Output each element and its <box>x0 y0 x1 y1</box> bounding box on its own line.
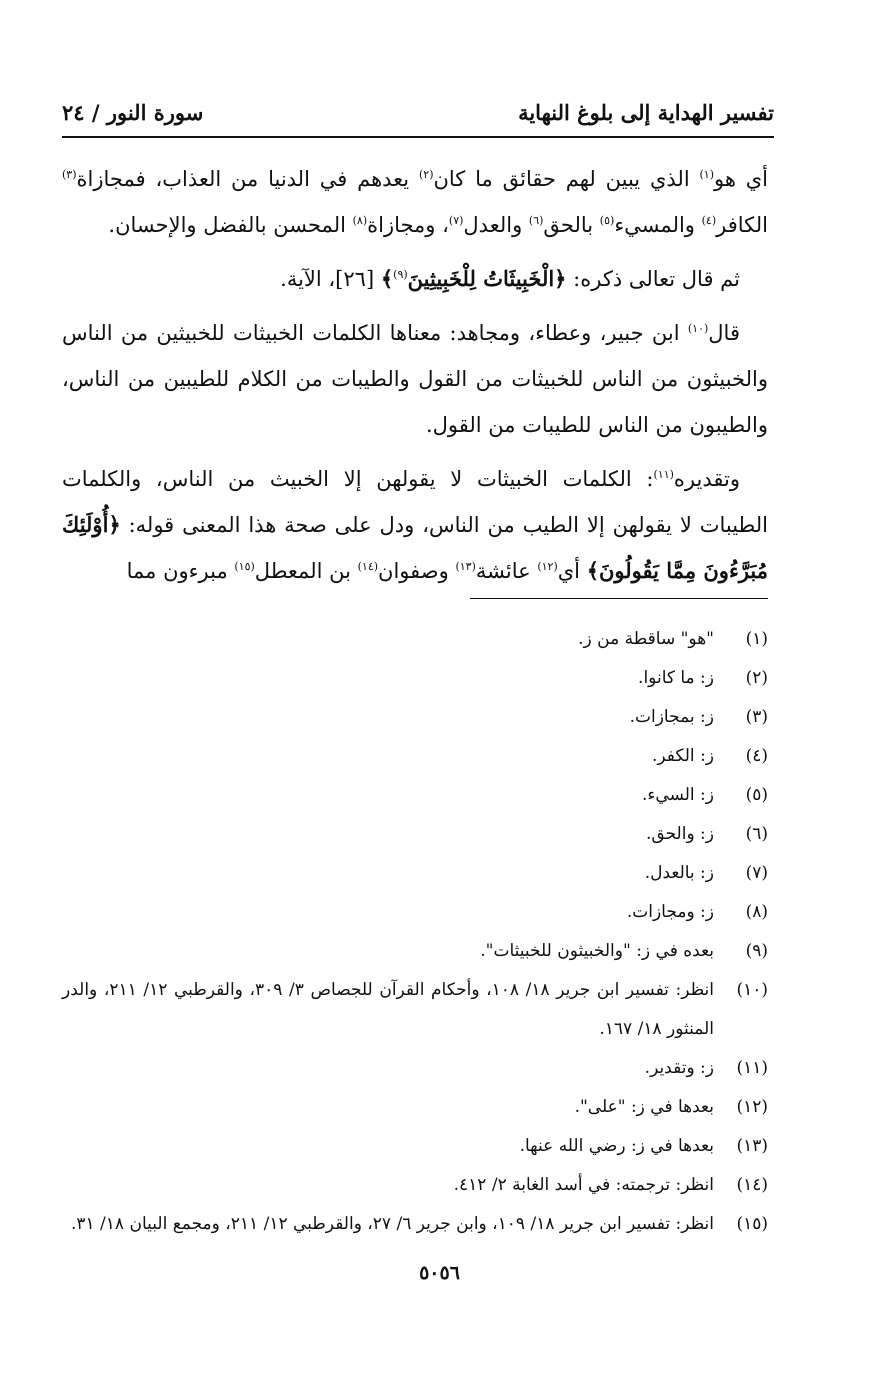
text-run: ثم قال تعالى ذكره: <box>566 267 740 291</box>
text-run: أي <box>557 559 587 583</box>
text-run: أي هو <box>713 167 768 191</box>
footnote-text: بعده في ز: "والخبيثون للخبيثات". <box>480 941 714 961</box>
footnote-item <box>62 932 768 971</box>
footnote-item <box>62 854 768 893</box>
footnote-marker-15: (١٥) <box>234 560 255 573</box>
footnote-text: ز: بمجازات. <box>629 707 714 727</box>
footnote-text: ز: وتقدير. <box>644 1058 714 1078</box>
footnote-number: (٨) <box>745 902 768 922</box>
paragraph-2 <box>62 256 768 302</box>
footnote-item <box>62 1166 768 1205</box>
footnote-text: ز: ما كانوا. <box>638 668 714 688</box>
footnote-item <box>62 893 768 932</box>
footnote-marker-14: (١٤) <box>357 560 379 573</box>
footnote-marker-8: (٨) <box>352 214 368 227</box>
footnote-item <box>62 1088 768 1127</box>
text-run: والمسيء <box>614 213 702 237</box>
footnote-text: بعدها في ز: رضي الله عنها. <box>519 1136 714 1156</box>
footnote-marker-2: (٢) <box>418 168 434 181</box>
footnote-marker-1: (١) <box>699 168 714 181</box>
running-header <box>62 96 774 138</box>
text-run: الذي يبين لهم حقائق ما كان <box>433 167 700 191</box>
footnote-number: (٣) <box>745 707 768 727</box>
main-text <box>62 156 768 602</box>
text-run: [٢٦]، الآية. <box>280 267 381 291</box>
footnote-text: ز: والحق. <box>645 824 714 844</box>
text-run: الكافر <box>716 213 768 237</box>
footnote-item <box>62 737 768 776</box>
text-run: عائشة <box>475 559 538 583</box>
book-title: تفسير الهداية إلى بلوغ النهاية <box>518 100 774 125</box>
text-run: ، ومجازاة <box>367 213 449 237</box>
footnote-number: (٥) <box>745 785 768 805</box>
footnote-text: بعدها في ز: "على". <box>574 1097 714 1117</box>
footnote-marker-10: (١٠) <box>687 322 709 335</box>
footnote-item <box>62 815 768 854</box>
footnote-text: ز: الكفر. <box>651 746 714 766</box>
paragraph-3 <box>62 310 768 448</box>
footnote-number: (١٣) <box>736 1136 768 1156</box>
text-run: بالحق <box>543 213 600 237</box>
footnote-text: ز: السيء. <box>642 785 714 805</box>
paragraph-1 <box>62 156 768 248</box>
footnote-marker-4: (٤) <box>701 214 717 227</box>
footnote-item <box>62 620 768 659</box>
footnote-item <box>62 698 768 737</box>
footnote-separator <box>470 598 768 599</box>
footnote-number: (١٤) <box>736 1175 768 1195</box>
footnote-text: ز: بالعدل. <box>644 863 714 883</box>
footnote-marker-9: (٩) <box>393 268 408 281</box>
footnote-number: (١) <box>745 629 768 649</box>
footnote-number: (٦) <box>745 824 768 844</box>
footnote-marker-3: (٣) <box>62 168 77 181</box>
footnote-marker-12: (١٢) <box>537 560 558 573</box>
footnote-item <box>62 659 768 698</box>
footnote-text: "هو" ساقطة من ز. <box>578 629 714 649</box>
quran-verse: ﴿أُوْلَئِكَ مُبَرَّءُونَ مِمَّا يَقُولُونَ﴾ <box>62 512 768 583</box>
footnote-text: انظر: تفسير ابن جرير ١٨/ ١٠٨، وأحكام القرآن للجصاص ٣/ ٣٠٩، والقرطبي ١٢/ ٢١١، والدر المنثور ١٨/ ١٦٧. <box>62 980 715 1039</box>
footnote-marker-6: (٦) <box>528 214 544 227</box>
text-run: قال <box>708 321 740 345</box>
paragraph-4 <box>62 456 768 594</box>
footnote-text: ز: ومجازات. <box>626 902 714 922</box>
footnote-text: انظر: تفسير ابن جرير ١٨/ ١٠٩، وابن جرير ٦/ ٢٧، والقرطبي ١٢/ ٢١١، ومجمع البيان ١٨/ ٣١. <box>70 1214 714 1234</box>
footnote-item <box>62 1049 768 1088</box>
text-run: يعدهم في الدنيا من العذاب، فمجازاة <box>76 167 419 191</box>
text-run: وصفوان <box>378 559 456 583</box>
footnote-number: (٤) <box>745 746 768 766</box>
footnote-marker-11: (١١) <box>653 468 674 481</box>
text-run: بن المعطل <box>254 559 358 583</box>
text-run: ابن جبير، وعطاء، ومجاهد: معناها الكلمات الخبيثات للخبيثين من الناس والخبيثون من الناس للخبيثات من القول والطيبات من الكلام للطيبين من الناس، والطيبون من الناس للطيبات من القول. <box>62 321 768 437</box>
footnote-number: (١٠) <box>736 980 768 1000</box>
footnote-marker-7: (٧) <box>448 214 464 227</box>
text-run: والعدل <box>463 213 529 237</box>
quran-verse: ﴿الْخَبِيثَاتُ لِلْخَبِيثِينَ <box>407 266 567 291</box>
text-run: : الكلمات الخبيثات لا يقولهن إلا الخبيث من الناس، والكلمات الطيبات لا يقولهن إلا الطيب من الناس، ودل على صحة هذا المعنى قوله: <box>62 467 768 537</box>
page-number: ٥٠٥٦ <box>419 1262 460 1284</box>
text-run: المحسن بالفضل والإحسان. <box>108 213 353 237</box>
footnote-item <box>62 1127 768 1166</box>
footnote-item <box>62 1205 768 1244</box>
footnote-number: (١٢) <box>736 1097 768 1117</box>
footnote-number: (٩) <box>745 941 768 961</box>
footnote-item <box>62 776 768 815</box>
text-run: مبرءون مما <box>126 559 235 583</box>
footnote-marker-13: (١٣) <box>455 560 476 573</box>
footnotes-list <box>62 620 768 1244</box>
footnote-text: انظر: ترجمته: في أسد الغابة ٢/ ٤١٢. <box>453 1175 714 1195</box>
footnote-number: (١١) <box>736 1058 768 1078</box>
quran-bracket: ﴾ <box>380 266 394 291</box>
footnote-marker-5: (٥) <box>599 214 615 227</box>
text-run: وتقديره <box>673 467 740 491</box>
footnote-number: (٢) <box>745 668 768 688</box>
footnote-number: (٧) <box>745 863 768 883</box>
surah-reference: سورة النور / ٢٤ <box>62 100 204 125</box>
footnote-number: (١٥) <box>736 1214 768 1234</box>
footnote-item <box>62 971 768 1049</box>
